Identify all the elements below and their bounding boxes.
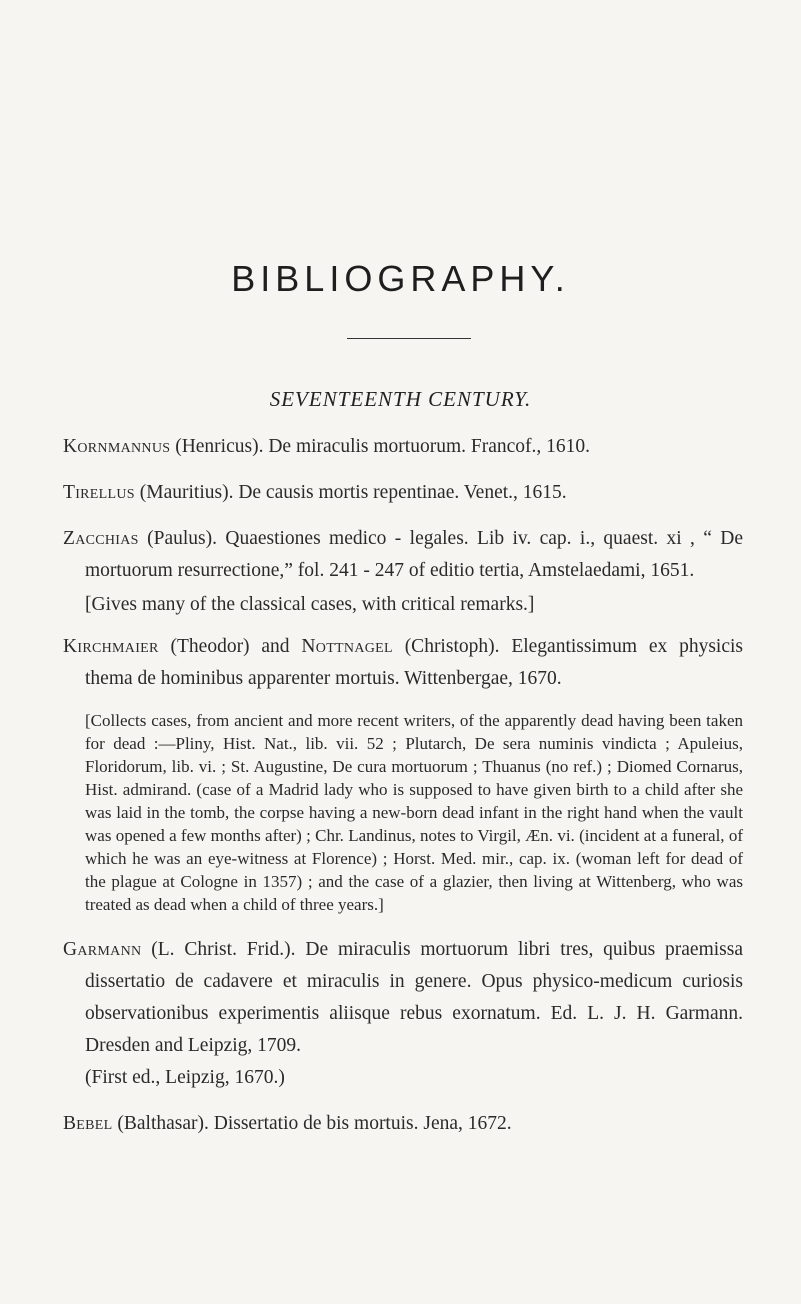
entry-note: [Gives many of the classical cases, with critical remarks.] — [85, 594, 535, 615]
bibliography-list — [63, 420, 743, 1154]
bibliography-entry — [63, 431, 743, 463]
entry-text: (Mauritius). De causis mortis repentinae. Venet., 1615. — [134, 482, 567, 503]
entry-text: (Balthasar). Dissertatio de bis mortuis. Jena, 1672. — [112, 1113, 512, 1134]
entry-text: (L. Christ. Frid.). De miraculis mortuorum libri tres, quibus praemissa dissertatio de cadavere et miraculis in genere. Opus physico-medicum curiosis observationibus experimentis aliisque rebus exornatum. Ed. L. J. H. Garmann. Dresden and Leipzig, 1709. — [85, 939, 743, 1056]
entry-note: [Collects cases, from ancient and more recent writers, of the apparently dead having been taken for dead :—Pliny, Hist. Nat., lib. vii. 52 ; Plutarch, De sera numinis vindicta ; Apuleius, Floridorum, lib. vi. ; St. Augustine, De cura mortuorum ; Thuanus (no ref.) ; Diomed Cornarus, Hist. admirand. (case of a Madrid lady who is supposed to have given birth to a child after she was laid in the tomb, the corpse having a new-born dead infant in the right hand when the vault was opened a few months after) ; Chr. Landinus, notes to Virgil, Æn. vi. (incident at a funeral, of which he was an eye-witness at Florence) ; Horst. Med. mir., cap. ix. (woman left for dead of the plague at Cologne in 1357) ; and the case of a glazier, then living at Wittenberg, who was treated as dead when a child of three years.] — [85, 711, 743, 914]
entry-text: (Henricus). De miraculis mortuorum. Francof., 1610. — [170, 436, 591, 457]
entry-note: (First ed., Leipzig, 1670.) — [85, 1067, 285, 1088]
bibliography-entry — [63, 1108, 743, 1140]
entry-text: (Theodor) and — [158, 636, 302, 657]
entry-text: (Christoph). Elegantissimum ex physicis thema de hominibus apparenter mortuis. Wittenbergae, 1670. — [85, 636, 744, 689]
entry-author: Zacchias — [63, 528, 139, 549]
entry-author: Bebel — [63, 1113, 113, 1134]
entry-coauthor: Nottnagel — [301, 636, 393, 657]
entry-author: Kornmannus — [63, 436, 171, 457]
section-heading: SEVENTEENTH CENTURY. — [269, 387, 532, 411]
title-rule — [347, 338, 471, 339]
entry-author: Garmann — [63, 939, 142, 960]
entry-text: (Paulus). Quaestiones medico - legales. Lib iv. cap. i., quaest. xi , “ De mortuorum resurrectione,” fol. 241 - 247 of editio tertia, Amstelaedami, 1651. — [85, 528, 743, 581]
page-title: BIBLIOGRAPHY. — [231, 258, 570, 299]
bibliography-entry — [63, 523, 743, 587]
bibliography-entry — [63, 631, 743, 695]
bibliography-entry — [63, 477, 743, 509]
bibliography-entry — [63, 934, 743, 1094]
entry-author: Kirchmaier — [63, 636, 159, 657]
entry-author: Tirellus — [63, 482, 135, 503]
